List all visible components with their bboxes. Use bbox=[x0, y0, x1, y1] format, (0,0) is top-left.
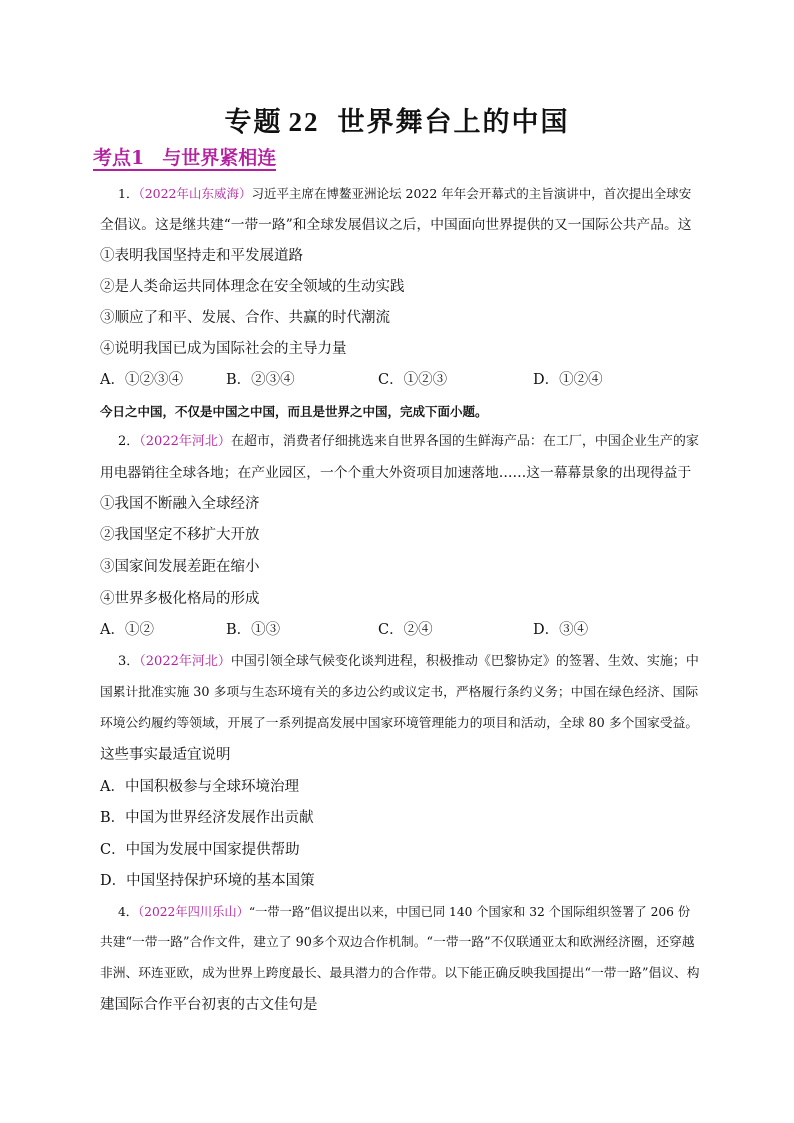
q3-option-c: C．中国为发展中国家提供帮助 bbox=[100, 842, 300, 858]
q4-line-3: 非洲、环连亚欧，成为世界上跨度最长、最具潜力的合作带。以下能正确反映我国提出“一带一路”倡议、构 bbox=[100, 966, 700, 981]
q4-text-1: “一带一路”倡议提出以来，中国已同 140 个国家和 32 个国际组织签署了 206 份 bbox=[248, 905, 691, 919]
q3-option-a: A．中国积极参与全球环境治理 bbox=[100, 779, 299, 795]
q2-option-d: D．③④ bbox=[533, 622, 589, 638]
q2-statement-3: ③国家间发展差距在缩小 bbox=[100, 559, 260, 575]
q1-source: （2022年山东威海） bbox=[138, 186, 252, 201]
q2-number: 2． bbox=[118, 434, 140, 449]
page-title bbox=[0, 100, 794, 139]
q1-line-1 bbox=[118, 184, 691, 204]
q4-source: （2022年四川乐山） bbox=[138, 905, 249, 919]
q3-number: 3． bbox=[118, 654, 140, 669]
title-text: 世界舞台上的中国 bbox=[337, 107, 570, 138]
q3-line-2: 国累计批准实施 30 多项与生态环境有关的多边公约或议定书，严格履行条约义务；中国在绿色经济、国际 bbox=[100, 685, 699, 700]
q3-line-3: 环境公约履约等领域，开展了一系列提高发展中国家环境管理能力的项目和活动，全球 80 多个国家受益。 bbox=[100, 716, 699, 731]
section-heading bbox=[93, 147, 276, 171]
q1-statement-2: ②是人类命运共同体理念在安全领域的生动实践 bbox=[100, 279, 405, 295]
q1-number: 1． bbox=[118, 186, 139, 201]
q2-source: （2022年河北） bbox=[139, 434, 231, 449]
q3-line-1 bbox=[118, 652, 699, 672]
q2-option-b: B．①③ bbox=[226, 622, 281, 638]
q4-line-4: 建国际合作平台初衷的古文佳句是 bbox=[100, 997, 318, 1013]
q3-line-4: 这些事实最适宜说明 bbox=[100, 747, 231, 763]
q1-statement-4: ④说明我国已成为国际社会的主导力量 bbox=[100, 341, 347, 357]
q2-statement-1: ①我国不断融入全球经济 bbox=[100, 496, 260, 512]
q2-option-a: A．①② bbox=[100, 622, 154, 638]
q1-text-1: 习近平主席在博鳌亚洲论坛 2022 年年会开幕式的主旨演讲中，首次提出全球安 bbox=[251, 186, 692, 201]
q4-line-2: 共建“一带一路”合作文件，建立了 90多个双边合作机制。“一带一路”不仅联通亚太和欧洲经济圈，还穿越 bbox=[100, 935, 695, 950]
q3-source: （2022年河北） bbox=[139, 654, 231, 669]
q1-statement-1: ①表明我国坚持走和平发展道路 bbox=[100, 248, 303, 264]
q2-statement-4: ④世界多极化格局的形成 bbox=[100, 591, 260, 607]
q1-line-2: 全倡议。这是继共建“一带一路”和全球发展倡议之后，中国面向世界提供的又一国际公共产品。这 bbox=[100, 217, 692, 233]
q3-option-d: D．中国坚持保护环境的基本国策 bbox=[100, 873, 315, 889]
title-prefix: 专题 bbox=[224, 107, 283, 138]
group-note: 今日之中国，不仅是中国之中国，而且是世界之中国，完成下面小题。 bbox=[100, 404, 488, 419]
q1-option-d: D．①②④ bbox=[533, 372, 603, 388]
section-text: 与世界紧相连 bbox=[162, 147, 277, 169]
title-number: 22 bbox=[288, 107, 320, 137]
q2-option-c: C．②④ bbox=[378, 622, 433, 638]
q2-line-2: 用电器销往全球各地；在产业园区，一个个重大外资项目加速落地……这一幕幕景象的出现得益于 bbox=[100, 465, 692, 481]
q1-option-c: C．①②③ bbox=[378, 372, 448, 388]
q1-option-b: B．②③④ bbox=[226, 372, 295, 388]
q3-text-1: 中国引领全球气候变化谈判进程，积极推动《巴黎协定》的签署、生效、实施；中 bbox=[230, 654, 699, 669]
q4-line-1 bbox=[118, 902, 690, 922]
q2-options bbox=[100, 620, 588, 640]
q1-options bbox=[100, 370, 603, 390]
q2-line-1 bbox=[118, 432, 699, 452]
q1-statement-3: ③顺应了和平、发展、合作、共赢的时代潮流 bbox=[100, 310, 390, 326]
q4-number: 4． bbox=[118, 905, 139, 919]
q1-option-a: A．①②③④ bbox=[100, 372, 183, 388]
q3-option-b: B．中国为世界经济发展作出贡献 bbox=[100, 810, 314, 826]
q2-text-1: 在超市，消费者仔细挑选来自世界各国的生鲜海产品：在工厂，中国企业生产的家 bbox=[230, 434, 699, 449]
q2-statement-2: ②我国坚定不移扩大开放 bbox=[100, 527, 260, 543]
section-label: 考点1 bbox=[93, 147, 145, 169]
